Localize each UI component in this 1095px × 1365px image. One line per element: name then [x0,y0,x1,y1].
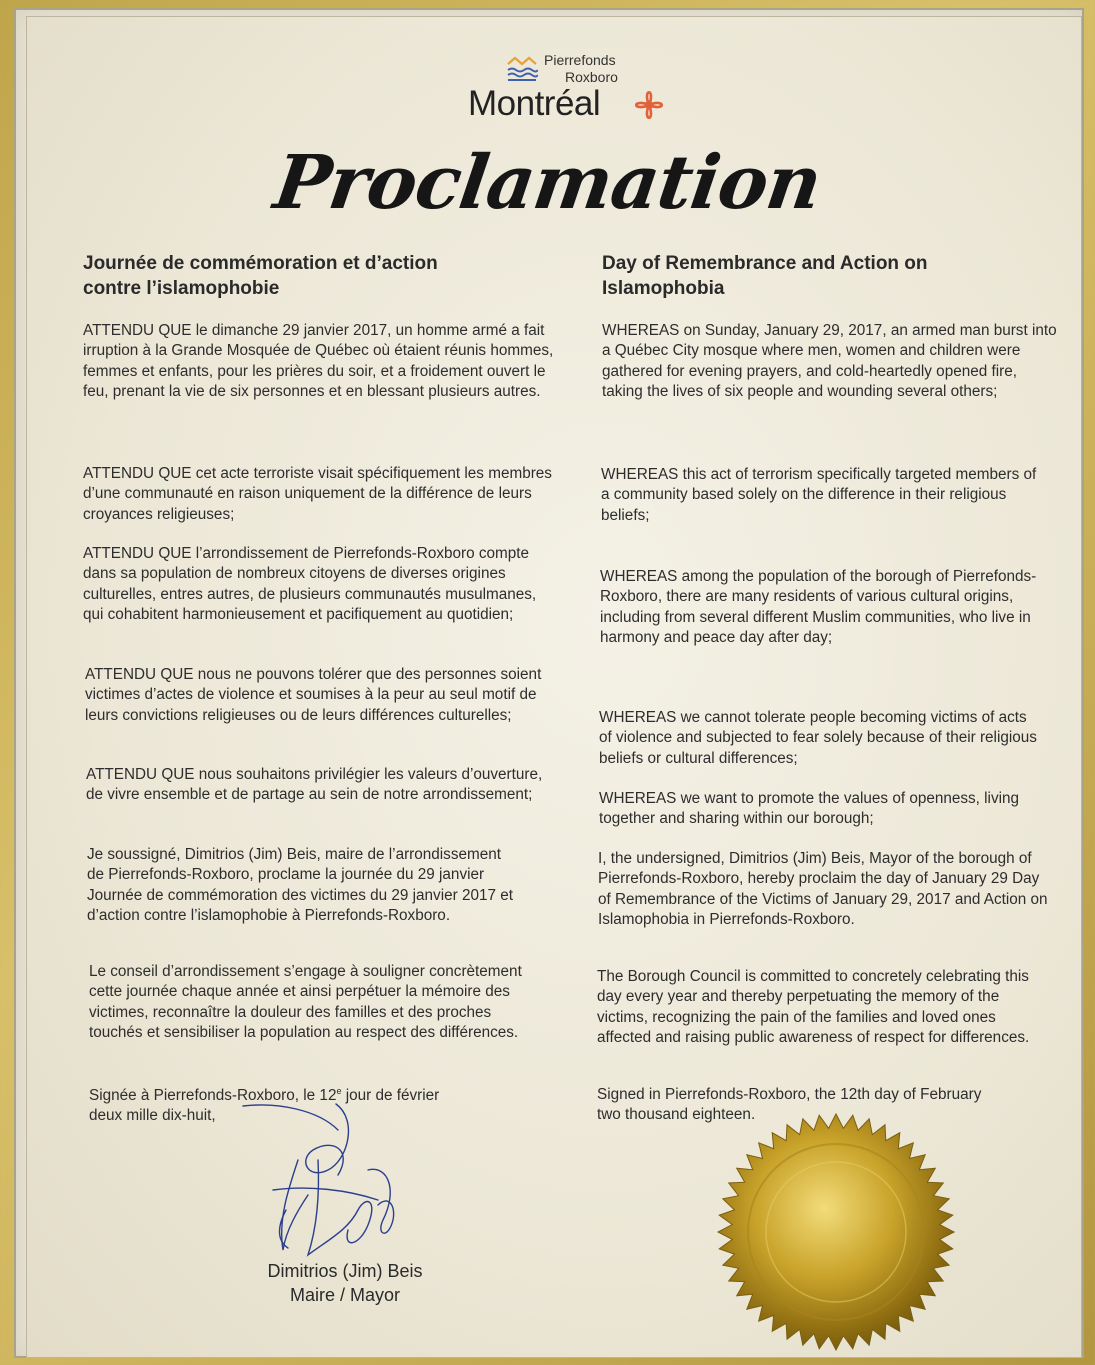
signatory-block [230,1259,460,1307]
french-heading-line1: Journée de commémoration et d’action [83,253,438,274]
french-signed-ordinal: e [336,1086,342,1096]
french-paragraph-3: ATTENDU QUE l’arrondissement de Pierrefonds-Roxboro compte dans sa population de nombreux citoyens de diverses origines culturelles, entres autres, de plusieurs communautés musulmanes, qui cohabitent harmonieusement et pacifiquement au quotidien; [83,545,537,623]
french-signed-text: Signée à Pierrefonds-Roxboro, le 12 [89,1087,337,1105]
gold-seal-icon [716,1112,956,1352]
logo-borough-line1: Pierrefonds [544,52,616,68]
logo-city-name: Montréal [468,84,601,123]
english-signed-line2: two thousand eighteen. [597,1106,756,1123]
french-paragraph-5: ATTENDU QUE nous souhaitons privilégier les valeurs d’ouverture, de vivre ensemble et de partage au sein de notre arrondissement; [86,766,543,804]
seal-serrated-edge [718,1114,954,1350]
french-signed-month: jour de février [341,1087,440,1105]
english-paragraph-4: WHEREAS we cannot tolerate people becoming victims of acts of violence and subjected to fear solely because of their religious beliefs or cultural differences; [599,709,1037,767]
english-paragraph-3: WHEREAS among the population of the borough of Pierrefonds-Roxboro, there are many residents of various cultural origins, including from several different Muslim communities, who live in harmony and peace day after day; [600,568,1037,646]
french-paragraph-2: ATTENDU QUE cet acte terroriste visait spécifiquement les membres d’une communauté en raison uniquement de la différence de leurs croyances religieuses; [83,465,552,523]
french-paragraph-1: ATTENDU QUE le dimanche 29 janvier 2017, un homme armé a fait irruption à la Grande Mosquée de Québec où étaient réunis hommes, femmes et enfants, pour les prières du soir, et a froidement ouvert le feu, prenant la vie de six personnes et en blessant plusieurs autres. [83,322,554,400]
english-heading-line2: Islamophobia [602,278,725,299]
french-signed-line2: deux mille dix-huit, [89,1107,216,1125]
french-paragraph-6: Je soussigné, Dimitrios (Jim) Beis, maire de l’arrondissement de Pierrefonds-Roxboro, proclame la journée du 29 janvier Journée de commémoration des victimes du 29 janvier 2017 et d’action contre l’islamophobie à Pierrefonds-Roxboro. [87,846,513,924]
handwritten-signature [238,1100,418,1260]
english-paragraph-2: WHEREAS this act of terrorism specifically targeted members of a community based solely on the difference in their religious beliefs; [601,466,1037,524]
english-paragraph-1: WHEREAS on Sunday, January 29, 2017, an armed man burst into a Québec City mosque where men, women and children were gathered for evening prayers, and cold-heartedly opened fire, taking the lives of six people and wounding several others; [602,322,1057,400]
english-signed-line1: Signed in Pierrefonds-Roxboro, the 12th day of February [597,1086,982,1103]
logo-borough-line2: Roxboro [565,69,618,85]
french-paragraph-7: Le conseil d’arrondissement s’engage à souligner concrètement cette journée chaque année et ainsi perpétuer la mémoire des victimes, reconnaître la douleur des familles et des proches touchés et sensibiliser la population au respect des différences. [89,963,522,1041]
english-heading-line1: Day of Remembrance and Action on [602,253,928,274]
signatory-name: Dimitrios (Jim) Beis [267,1261,423,1281]
english-paragraph-5: WHEREAS we want to promote the values of openness, living together and sharing within our borough; [599,790,1020,828]
signatory-title: Maire / Mayor [289,1285,401,1305]
english-paragraph-7: The Borough Council is committed to concretely celebrating this day every year and thereby perpetuating the memory of the victims, recognizing the pain of the families and loved ones affected and raising public awareness of respect for differences. [597,968,1030,1046]
french-heading-line2: contre l’islamophobie [83,278,280,299]
proclamation-title: Proclamation [269,140,826,226]
french-paragraph-4: ATTENDU QUE nous ne pouvons tolérer que des personnes soient victimes d’actes de violence et soumises à la peur au seul motif de leurs convictions religieuses ou de leurs différences culturelles; [85,666,542,724]
english-paragraph-6: I, the undersigned, Dimitrios (Jim) Beis, Mayor of the borough of Pierrefonds-Roxboro, hereby proclaim the day of January 29 Day of Remembrance of the Victims of January 29, 2017 and Action on Islamophobia in Pierrefonds-Roxboro. [598,850,1048,928]
